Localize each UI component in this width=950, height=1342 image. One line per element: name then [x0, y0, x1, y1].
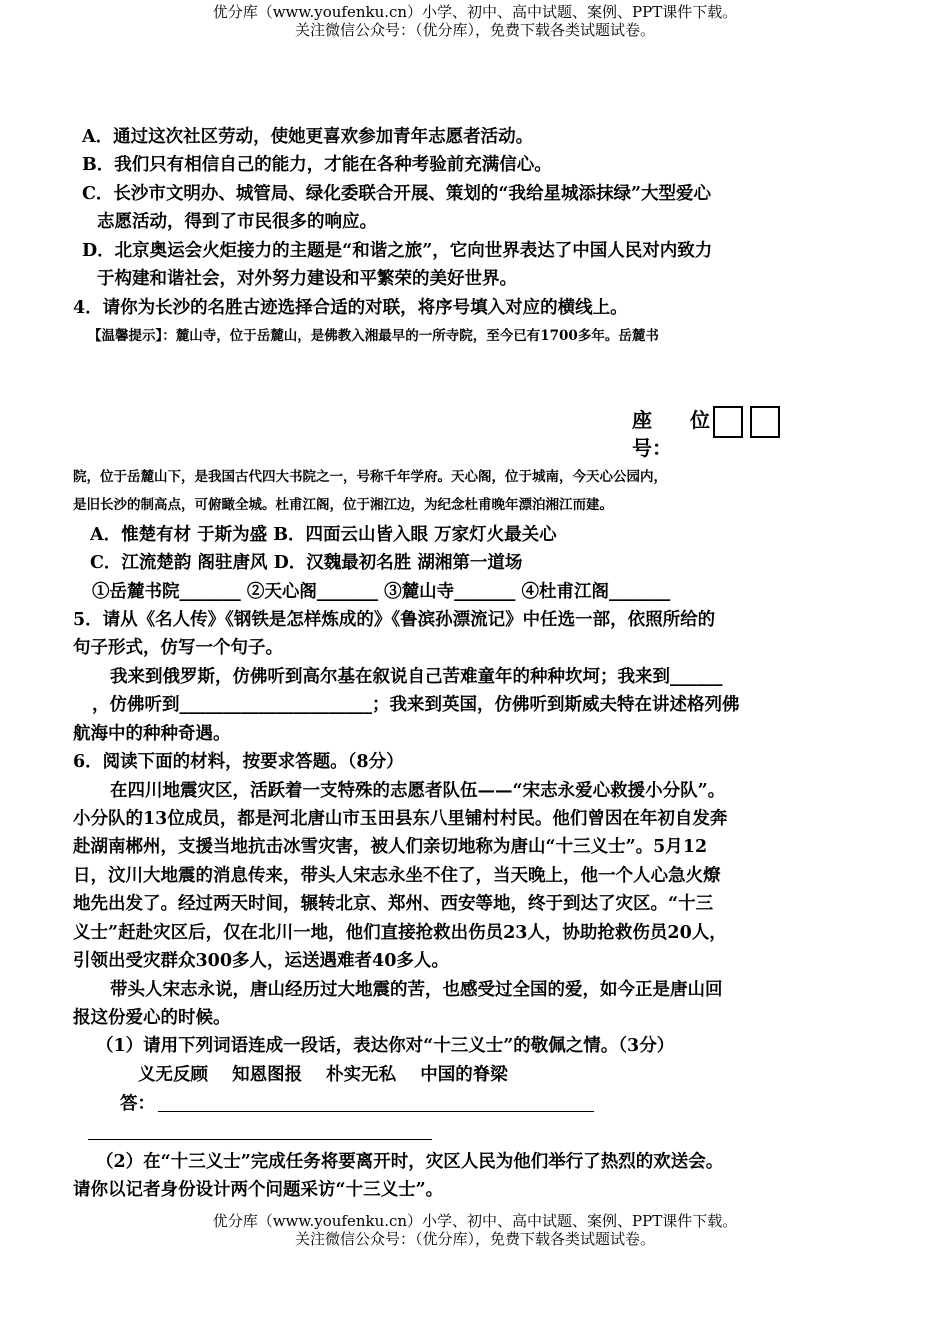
q4-tip-line3: 是旧长沙的制高点，可俯瞰全城。杜甫江阁，位于湘江边，为纪念杜甫晚年漂泊湘江而建。	[73, 497, 613, 513]
q3-option-c-line2: 志愿活动，得到了市民很多的响应。	[97, 212, 377, 232]
seat-label-wei: 位	[690, 408, 710, 432]
q5-example-line2[interactable]: ，仿佛听到______________________；我来到英国，仿佛听到斯威夫特在讲述格列佛	[92, 695, 740, 715]
q6-answer-line-1[interactable]	[158, 1111, 594, 1112]
page-header-line2: 关注微信公众号：（优分库），免费下载各类试题试卷。	[294, 21, 655, 39]
q6-passage-line4: 日，汶川大地震的消息传来，带头人宋志永坐不住了，当天晚上，他一个人心急火燎	[73, 866, 721, 886]
q3-option-d-line1: D．北京奥运会火炬接力的主题是“和谐之旅”，它向世界表达了中国人民对内致力	[82, 241, 713, 261]
q6-passage-line2: 小分队的13位成员，都是河北唐山市玉田县东八里铺村村民。他们曾因在年初自发奔	[73, 809, 728, 829]
q6-subquestion-2-line2: 请你以记者身份设计两个问题采访“十三义士”。	[73, 1180, 444, 1200]
q6-passage-line8: 带头人宋志永说，唐山经历过大地震的苦，也感受过全国的爱，如今正是唐山回	[110, 980, 723, 1000]
seat-number-box-2[interactable]	[750, 406, 780, 438]
q6-subquestion-1: （1）请用下列词语连成一段话，表达你对“十三义士”的敬佩之情。（3分）	[96, 1036, 675, 1056]
q6-passage-line5: 地先出发了。经过两天时间，辗转北京、郑州、西安等地，终于到达了灾区。“十三	[73, 894, 714, 914]
q5-example-line3: 航海中的种种奇遇。	[73, 724, 231, 744]
seat-label-zuo: 座	[632, 408, 652, 432]
page-footer-line1: 优分库（www.youfenku.cn）小学、初中、高中试题、案例、PPT课件下载。	[212, 1212, 738, 1230]
page-header-line1: 优分库（www.youfenku.cn）小学、初中、高中试题、案例、PPT课件下载。	[212, 3, 738, 21]
q4-options-ab: A．惟楚有材 于斯为盛 B．四面云山皆入眼 万家灯火最关心	[90, 525, 557, 545]
q6-passage-line3: 赴湖南郴州，支援当地抗击冰雪灾害，被人们亲切地称为唐山“十三义士”。5月12	[73, 837, 708, 857]
q3-option-a: A．通过这次社区劳动，使她更喜欢参加青年志愿者活动。	[82, 127, 534, 147]
q6-passage-line6: 义士”赶赴灾区后，仅在北川一地，他们直接抢救出伤员23人，协助抢救伤员20人，	[73, 923, 727, 943]
q3-option-b: B．我们只有相信自己的能力，才能在各种考验前充满信心。	[82, 155, 552, 175]
q5-stem-line1: 5．请从《名人传》《钢铁是怎样炼成的》《鲁滨孙漂流记》中任选一部，依照所给的	[73, 610, 716, 630]
q6-stem: 6．阅读下面的材料，按要求答题。（8分）	[73, 752, 404, 772]
q5-example-line1[interactable]: 我来到俄罗斯，仿佛听到高尔基在叙说自己苦难童年的种种坎坷；我来到______	[110, 667, 723, 687]
q4-options-cd: C．江流楚韵 阁驻唐风 D．汉魏最初名胜 湖湘第一道场	[90, 553, 523, 573]
page-footer-line2: 关注微信公众号：（优分库），免费下载各类试题试卷。	[294, 1230, 655, 1248]
q3-option-d-line2: 于构建和谐社会，对外努力建设和平繁荣的美好世界。	[97, 269, 517, 289]
q4-stem: 4．请你为长沙的名胜古迹选择合适的对联，将序号填入对应的横线上。	[73, 298, 628, 318]
q6-passage-line1: 在四川地震灾区，活跃着一支特殊的志愿者队伍——“宋志永爱心救援小分队”。	[110, 781, 726, 801]
q6-answer-line-2[interactable]	[88, 1139, 432, 1140]
q5-stem-line2: 句子形式，仿写一个句子。	[73, 638, 283, 658]
q4-tip-line1: 【温馨提示】：麓山寺，位于岳麓山，是佛教入湘最早的一所寺院，至今已有1700多年。岳麓书	[88, 328, 659, 344]
q6-subquestion-2-line1: （2）在“十三义士”完成任务将要离开时，灾区人民为他们举行了热烈的欢送会。	[96, 1152, 724, 1172]
q4-tip-line2: 院，位于岳麓山下，是我国古代四大书院之一，号称千年学府。天心阁，位于城南，今天心公园内，	[73, 469, 667, 485]
seat-label-hao: 号：	[632, 436, 672, 460]
q6-passage-line9: 报这份爱心的时候。	[73, 1008, 231, 1028]
q4-answer-blanks[interactable]: ①岳麓书院_______ ②天心阁_______ ③麓山寺_______ ④杜甫江阁_______	[92, 582, 671, 602]
q6-passage-line7: 引领出受灾群众300多人，运送遇难者40多人。	[73, 951, 449, 971]
q6-answer-label: 答：	[120, 1094, 155, 1114]
q6-word-list: 义无反顾 知恩图报 朴实无私 中国的脊梁	[138, 1065, 508, 1085]
seat-number-box-1[interactable]	[713, 406, 743, 438]
q3-option-c-line1: C．长沙市文明办、城管局、绿化委联合开展、策划的“我给星城添抹绿”大型爱心	[82, 184, 712, 204]
